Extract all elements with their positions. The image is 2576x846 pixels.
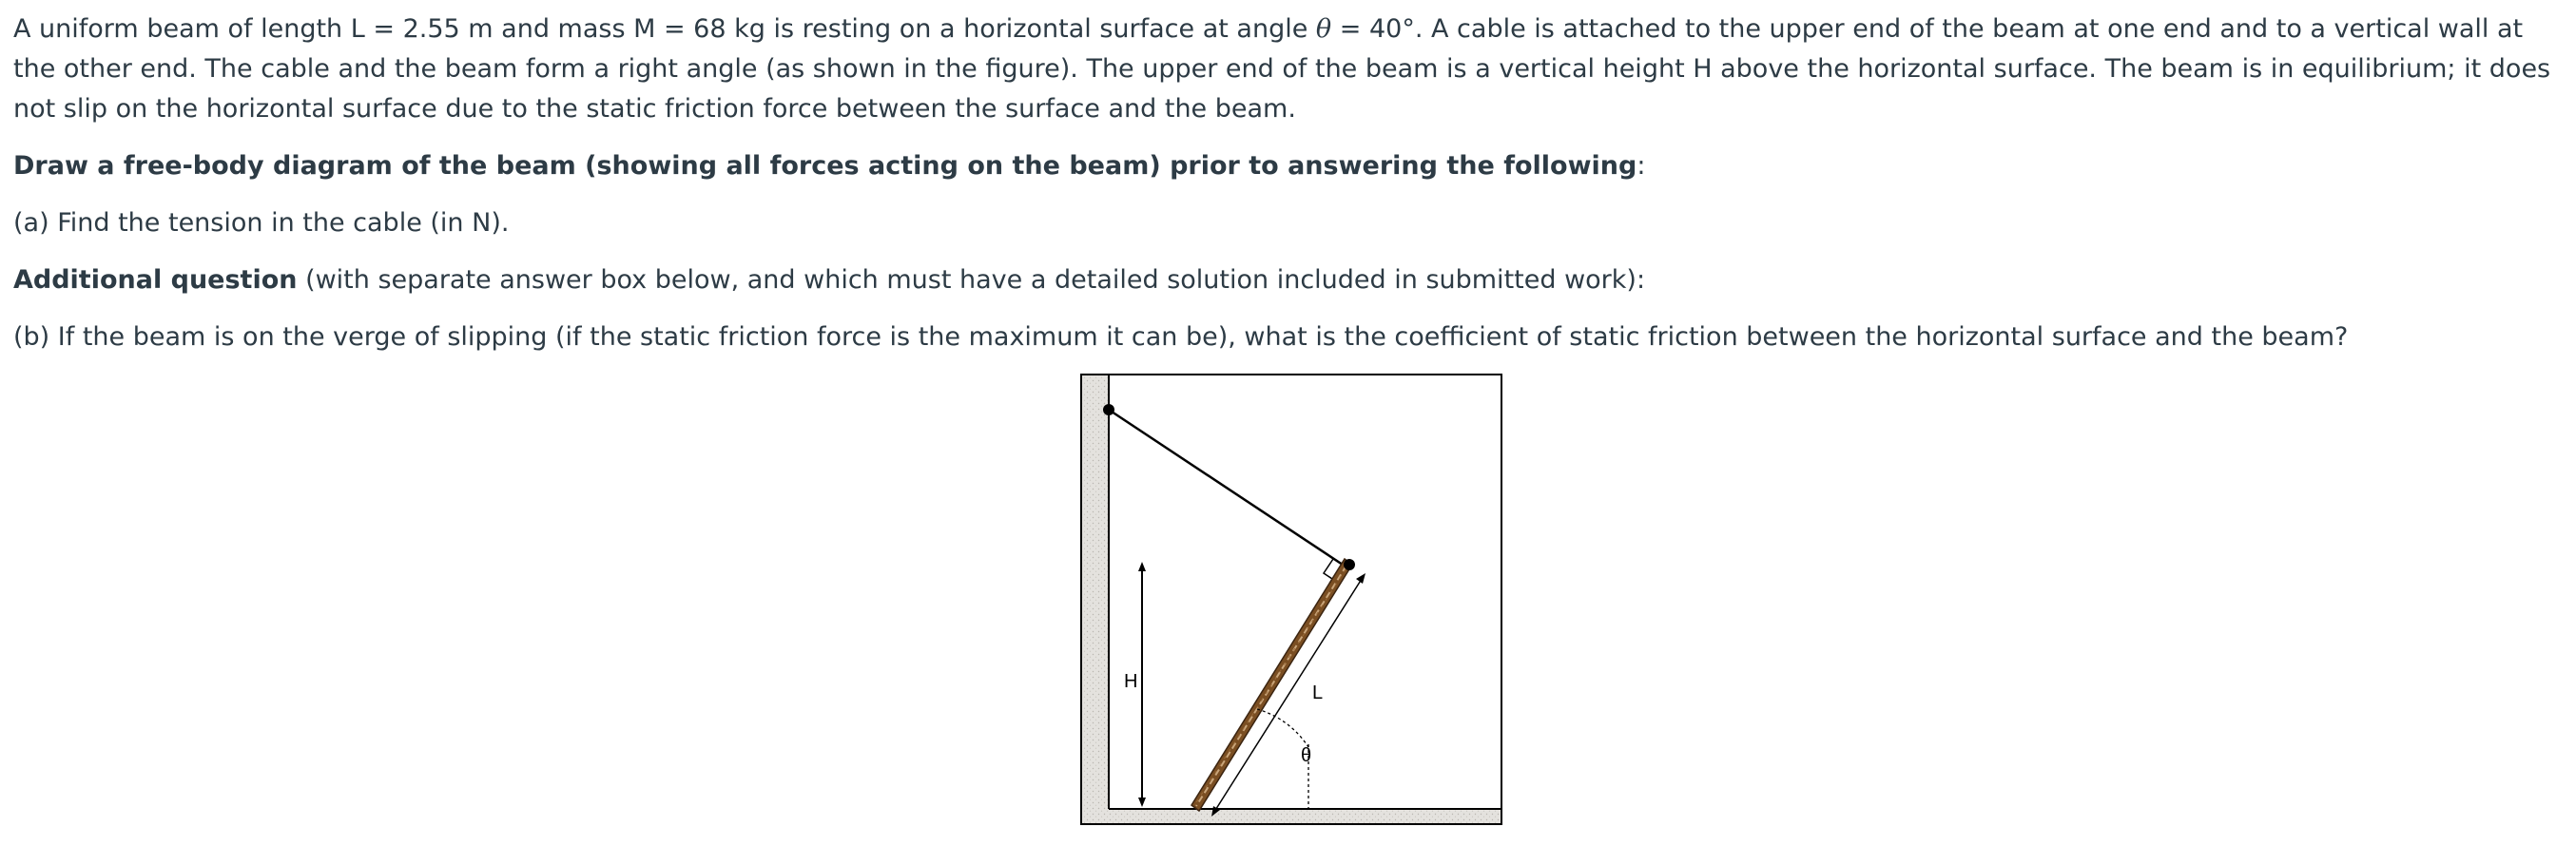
additional-question — [13, 260, 2566, 300]
figure-frame — [1081, 375, 1501, 824]
theta-label: θ — [1301, 745, 1312, 766]
fbd-instruction-text: Draw a free-body diagram of the beam (showing all forces acting on the beam) prior to answering the following — [13, 151, 1637, 181]
beam-diagram — [1080, 374, 1503, 825]
additional-question-label: Additional question — [13, 265, 298, 295]
wall — [1082, 375, 1109, 809]
theta-symbol: θ — [1315, 14, 1332, 44]
problem-text — [13, 10, 2566, 375]
intro-text-1: A uniform beam of length L = 2.55 m and mass M = 68 kg is resting on a horizontal surface at angle — [13, 14, 1316, 44]
problem-intro — [13, 10, 2566, 129]
fbd-colon: : — [1637, 151, 1646, 181]
intro-text-2: = 40°. A cable is attached to the upper end of the beam at one end and to a vertical wall at the other end. The cable and the beam form a right angle (as shown in the figure). The upper end of the beam is a vertical height H above the horizontal surface. The beam is in equilibrium; it does not slip on the horizontal surface due to the static friction force between the surface and the beam. — [13, 14, 2551, 124]
part-a: (a) Find the tension in the cable (in N). — [13, 208, 510, 238]
height-label: H — [1124, 671, 1138, 692]
additional-question-text: (with separate answer box below, and which must have a detailed solution included in submitted work): — [297, 265, 1646, 295]
length-label: L — [1312, 683, 1324, 703]
cable-wall-attachment — [1103, 404, 1114, 415]
floor — [1082, 809, 1501, 823]
beam-upper-end — [1344, 559, 1355, 570]
beam-figure — [1080, 374, 1503, 825]
part-b: (b) If the beam is on the verge of slipping (if the static friction force is the maximum it can be), what is the coefficient of static friction between the horizontal surface and the beam? — [13, 322, 2349, 352]
fbd-instruction — [13, 146, 2566, 186]
